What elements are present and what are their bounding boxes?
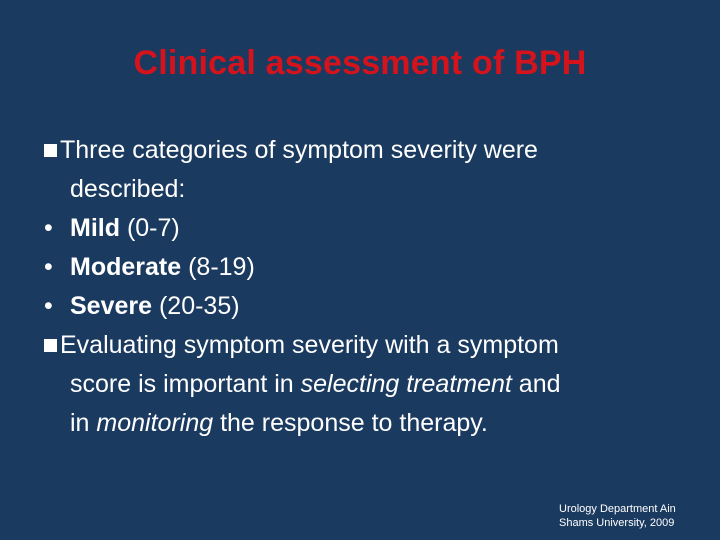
dot-bullet-icon: • — [44, 292, 53, 320]
slide-footer — [559, 502, 676, 530]
bullet-range: (0-7) — [120, 214, 180, 242]
dot-bullet-icon: • — [44, 253, 53, 281]
bullet-term: Severe — [70, 292, 153, 320]
slide-title: Clinical assessment of BPH — [133, 44, 587, 82]
emphasis-selecting-treatment: selecting treatment — [300, 370, 512, 398]
paragraph-2-line-1: Evaluating symptom severity with a symptom — [44, 326, 694, 365]
bullet-item-mild — [44, 209, 694, 248]
bullet-term: Moderate — [70, 253, 182, 281]
bullet-item-moderate — [44, 248, 694, 287]
bullet-term: Mild — [70, 214, 120, 242]
slide-body — [44, 131, 694, 443]
footer-line-1: Urology Department Ain — [559, 503, 676, 515]
bullet-range: (20-35) — [152, 292, 240, 320]
bullet-range: (8-19) — [181, 253, 255, 281]
paragraph-2-line-3: in monitoring the response to therapy. — [70, 409, 488, 437]
emphasis-monitoring: monitoring — [96, 409, 214, 437]
square-bullet-icon — [44, 144, 57, 157]
dot-bullet-icon: • — [44, 214, 53, 242]
footer-line-2: Shams University, 2009 — [559, 517, 675, 529]
paragraph-2-line-2: score is important in selecting treatment and — [70, 370, 561, 398]
paragraph-1-line-1: Three categories of symptom severity were — [44, 131, 694, 170]
square-bullet-icon — [44, 339, 57, 352]
paragraph-1-line-2: described: — [70, 175, 186, 203]
bullet-item-severe — [44, 287, 694, 326]
